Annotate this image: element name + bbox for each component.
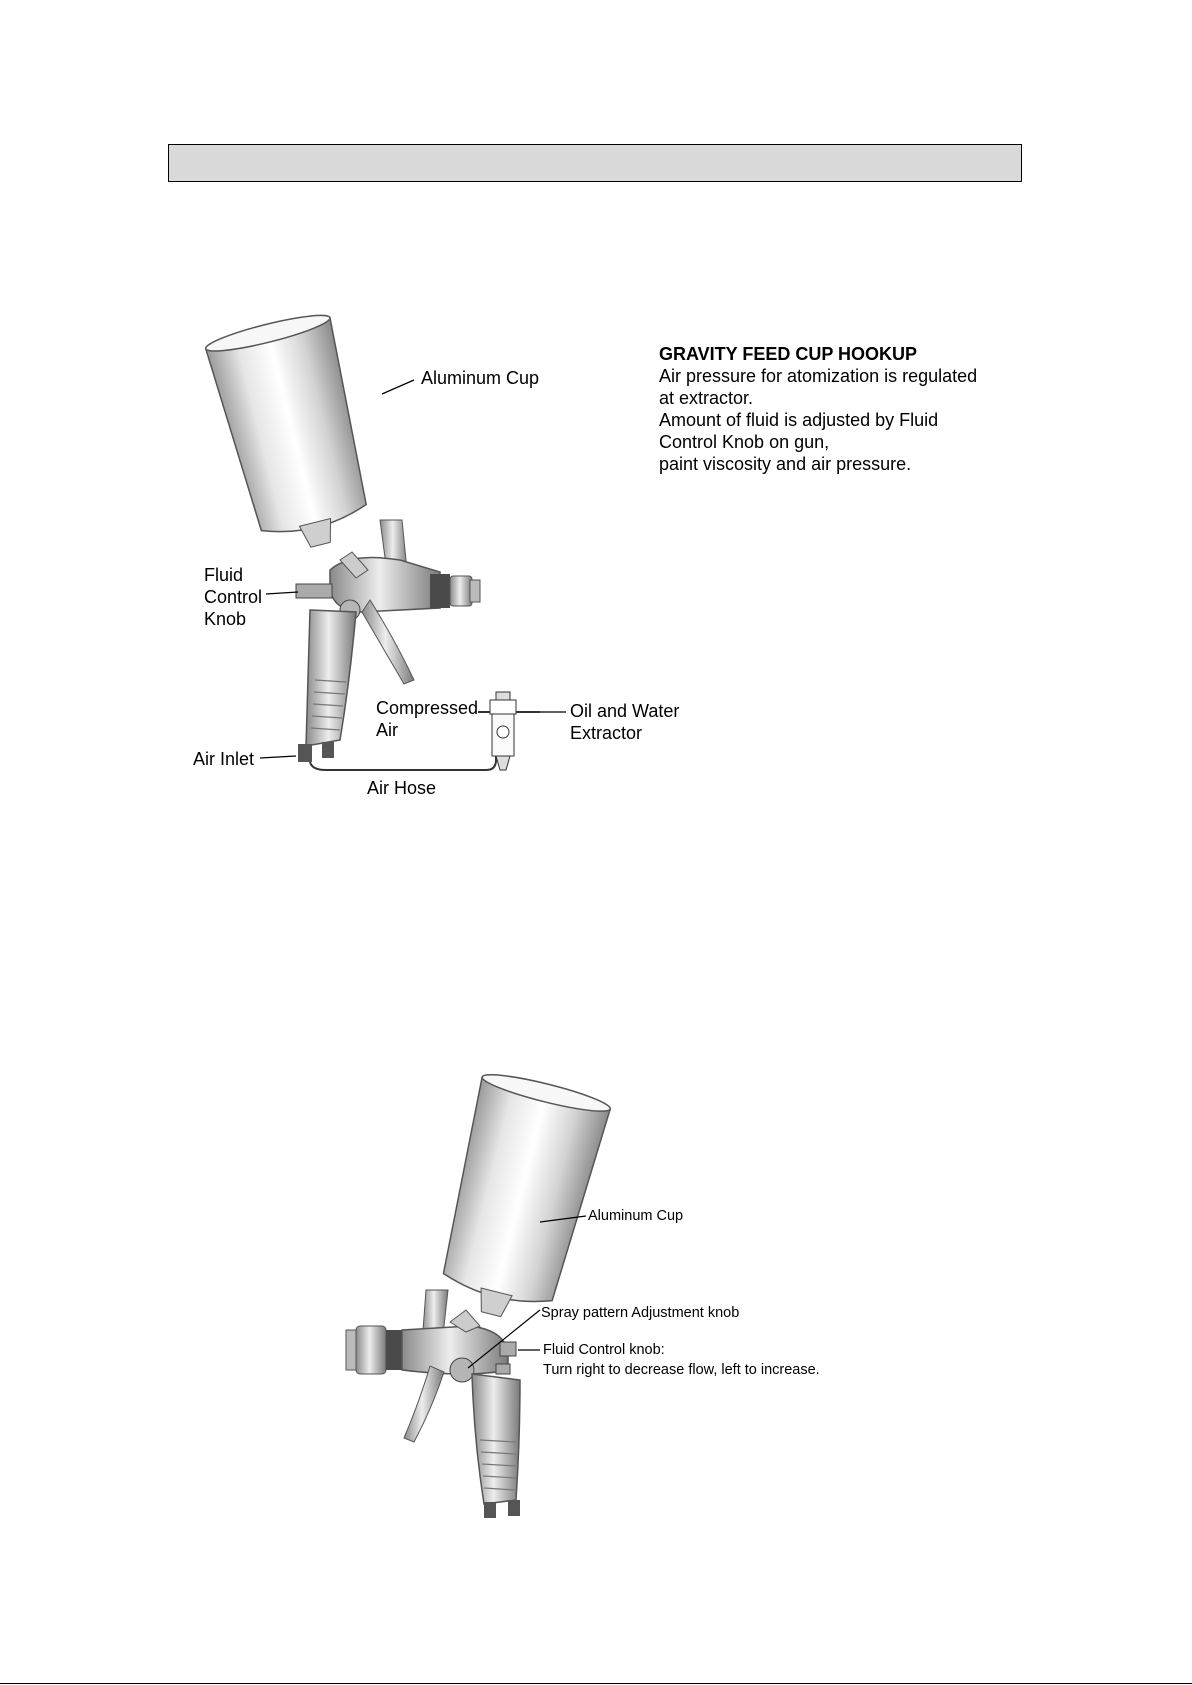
label-compressed-air-line-2: Air <box>376 720 398 740</box>
leader-aluminum-cup-top <box>382 380 414 394</box>
label-aluminum-cup-bottom: Aluminum Cup <box>588 1208 684 1224</box>
label-compressed-air-line-1: Compressed <box>376 698 479 718</box>
info-line-3: Amount of fluid is adjusted by Fluid <box>659 410 939 430</box>
info-line-1: Air pressure for atomization is regulated <box>659 366 978 386</box>
label-fluid-control-instructions: Turn right to decrease flow, left to increase. <box>543 1362 820 1378</box>
page-bottom-rule <box>0 1683 1192 1684</box>
label-extractor-line-2: Extractor <box>570 723 643 743</box>
bottom-aluminum-cup-shape <box>427 1068 612 1330</box>
label-extractor-line-1: Oil and Water <box>570 701 680 721</box>
info-line-5: paint viscosity and air pressure. <box>659 454 912 474</box>
label-air-hose: Air Hose <box>367 778 437 798</box>
info-title: GRAVITY FEED CUP HOOKUP <box>659 344 918 364</box>
top-aluminum-cup-shape <box>204 309 383 560</box>
label-fluid-control-knob-bottom: Fluid Control knob: <box>543 1342 665 1358</box>
label-air-inlet: Air Inlet <box>193 749 255 769</box>
label-aluminum-cup-top: Aluminum Cup <box>421 368 540 388</box>
info-line-4: Control Knob on gun, <box>659 432 830 452</box>
gravity-feed-info <box>659 343 1029 475</box>
label-spray-pattern-knob: Spray pattern Adjustment knob <box>541 1305 740 1321</box>
oil-water-extractor-shape <box>478 692 540 770</box>
label-fluid-line-2: Control <box>204 587 263 607</box>
label-fluid-line-1: Fluid <box>204 565 244 585</box>
bottom-spray-gun <box>346 1068 612 1518</box>
info-line-2: at extractor. <box>659 388 754 408</box>
label-fluid-line-3: Knob <box>204 609 247 629</box>
